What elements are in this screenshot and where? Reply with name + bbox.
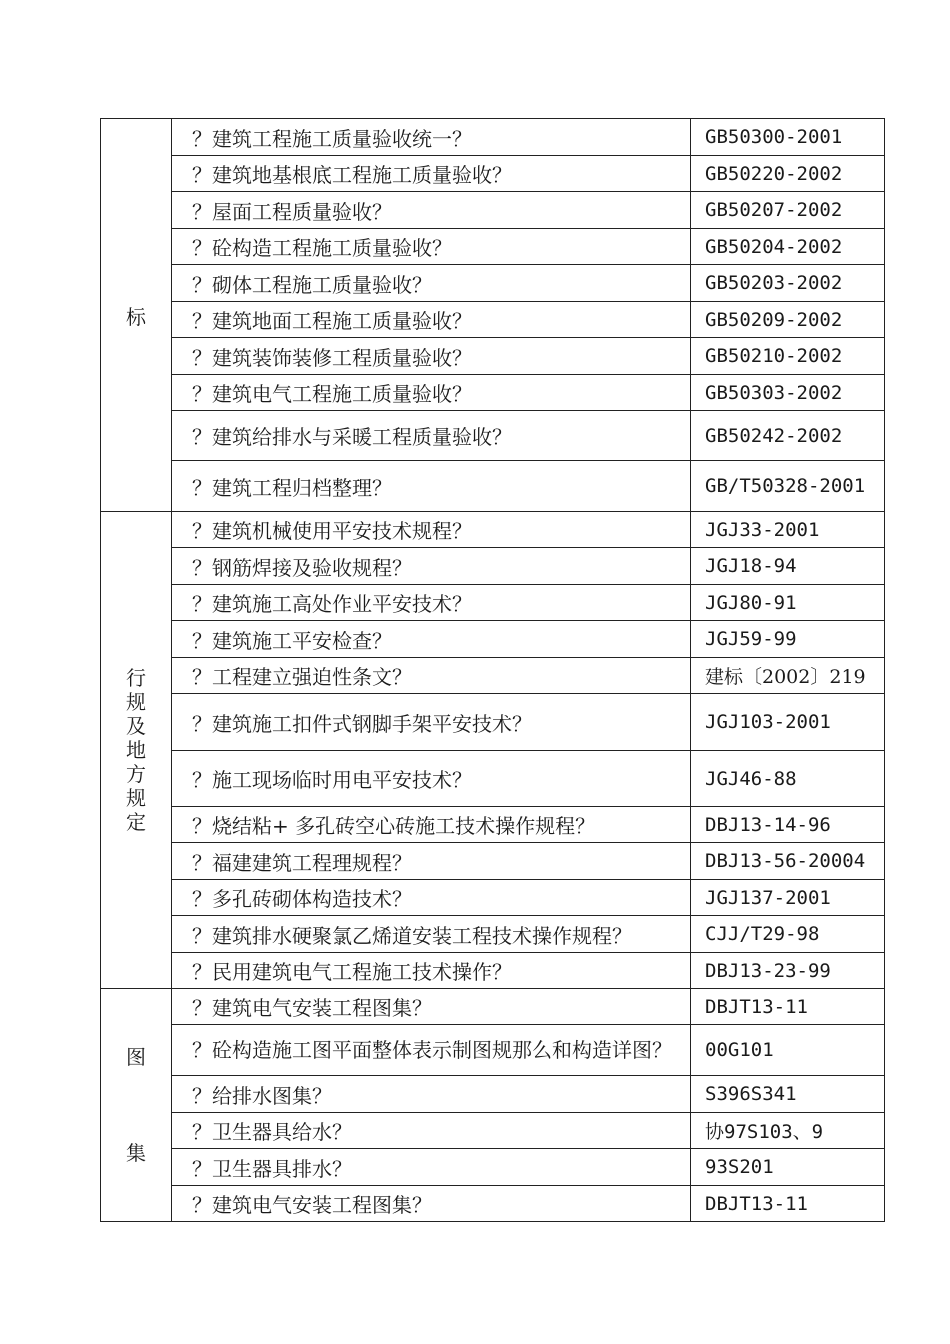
standard-name: ？建筑给排水与采暖工程质量验收？ (172, 411, 691, 461)
standard-code: 00G101 (691, 1025, 885, 1076)
category-cell-industry (101, 512, 172, 989)
standard-code: JGJ137-2001 (691, 880, 885, 916)
standard-name: ？工程建立强迫性条文？ (172, 658, 691, 694)
table-row (101, 1025, 885, 1076)
standards-table (100, 118, 885, 1222)
standard-name: ？多孔砖砌体构造技术？ (172, 880, 691, 916)
standard-code: JGJ80-91 (691, 585, 885, 621)
standard-code: GB50204-2002 (691, 229, 885, 265)
standard-name: ？给排水图集？ (172, 1076, 691, 1113)
table-row (101, 989, 885, 1025)
standard-code: DBJ13-56-20004 (691, 843, 885, 880)
table-row (101, 192, 885, 229)
standard-name: ？民用建筑电气工程施工技术操作？ (172, 953, 691, 989)
category-label: 图 集 (126, 1045, 146, 1165)
standard-code: S396S341 (691, 1076, 885, 1113)
standard-name: ？烧结粘+ 多孔砖空心砖施工技术操作规程？ (172, 807, 691, 843)
table-row (101, 1186, 885, 1222)
table-row (101, 302, 885, 338)
standard-name: ？建筑电气工程施工质量验收？ (172, 375, 691, 411)
table-row (101, 119, 885, 156)
standard-code: GB50209-2002 (691, 302, 885, 338)
table-row (101, 338, 885, 375)
standard-code: JGJ103-2001 (691, 694, 885, 751)
standard-name: ？屋面工程质量验收？ (172, 192, 691, 229)
table-row (101, 694, 885, 751)
standard-name: ？建筑施工扣件式钢脚手架平安技术？ (172, 694, 691, 751)
standard-name: ？建筑机械使用平安技术规程？ (172, 512, 691, 548)
standard-code: CJJ/T29-98 (691, 916, 885, 953)
standard-name: ？砌体工程施工质量验收？ (172, 265, 691, 302)
standard-code: GB50300-2001 (691, 119, 885, 156)
standard-code: DBJ13-14-96 (691, 807, 885, 843)
standard-name: ？建筑地面工程施工质量验收？ (172, 302, 691, 338)
table-row (101, 880, 885, 916)
standard-code: GB50220-2002 (691, 156, 885, 192)
standard-code: JGJ46-88 (691, 751, 885, 807)
standard-code: DBJT13-11 (691, 1186, 885, 1222)
standard-name: ？施工现场临时用电平安技术？ (172, 751, 691, 807)
table-row (101, 953, 885, 989)
standard-code: JGJ33-2001 (691, 512, 885, 548)
category-cell-atlas (101, 989, 172, 1222)
standard-name: ？建筑排水硬聚氯乙烯道安装工程技术操作规程？ (172, 916, 691, 953)
table-row (101, 658, 885, 694)
table-row (101, 229, 885, 265)
standard-name: ？卫生器具排水？ (172, 1149, 691, 1186)
standard-name: ？建筑施工平安检查？ (172, 621, 691, 658)
standard-code: 协97S103、9 (691, 1113, 885, 1149)
table-row (101, 461, 885, 512)
table-row (101, 916, 885, 953)
standard-code: GB50207-2002 (691, 192, 885, 229)
standard-code: JGJ59-99 (691, 621, 885, 658)
standard-name: ？卫生器具给水？ (172, 1113, 691, 1149)
category-label: 行 规 及 地 方 规 定 (126, 666, 146, 834)
table-row (101, 548, 885, 585)
table-row (101, 807, 885, 843)
standard-name: ？建筑地基根底工程施工质量验收？ (172, 156, 691, 192)
table-row (101, 265, 885, 302)
table-row (101, 1113, 885, 1149)
table-row (101, 375, 885, 411)
standard-code: GB50303-2002 (691, 375, 885, 411)
standard-code: GB50203-2002 (691, 265, 885, 302)
standard-name: ？建筑施工高处作业平安技术？ (172, 585, 691, 621)
standard-name: ？建筑工程施工质量验收统一？ (172, 119, 691, 156)
standard-code: GB50210-2002 (691, 338, 885, 375)
standard-code: DBJT13-11 (691, 989, 885, 1025)
standard-code: 93S201 (691, 1149, 885, 1186)
table-row (101, 1149, 885, 1186)
standard-code: JGJ18-94 (691, 548, 885, 585)
category-cell-standard (101, 119, 172, 512)
standard-name: ？建筑电气安装工程图集？ (172, 989, 691, 1025)
table-row (101, 411, 885, 461)
standard-name: ？建筑工程归档整理？ (172, 461, 691, 512)
category-label: 标 (126, 304, 146, 329)
standard-name: ？砼构造工程施工质量验收？ (172, 229, 691, 265)
table-row (101, 751, 885, 807)
table-row (101, 843, 885, 880)
table-row (101, 512, 885, 548)
standard-code: GB50242-2002 (691, 411, 885, 461)
table-row (101, 621, 885, 658)
standard-name: ？福建建筑工程理规程？ (172, 843, 691, 880)
table-row (101, 1076, 885, 1113)
standard-code: DBJ13-23-99 (691, 953, 885, 989)
table-row (101, 585, 885, 621)
standard-name: ？钢筋焊接及验收规程？ (172, 548, 691, 585)
standard-name: ？建筑装饰装修工程质量验收？ (172, 338, 691, 375)
standard-code: GB/T50328-2001 (691, 461, 885, 512)
standard-code: 建标〔2002〕219 (691, 658, 885, 694)
standard-name: ？砼构造施工图平面整体表示制图规那么和构造详图？ (172, 1025, 691, 1076)
standard-name: ？建筑电气安装工程图集？ (172, 1186, 691, 1222)
table-row (101, 156, 885, 192)
